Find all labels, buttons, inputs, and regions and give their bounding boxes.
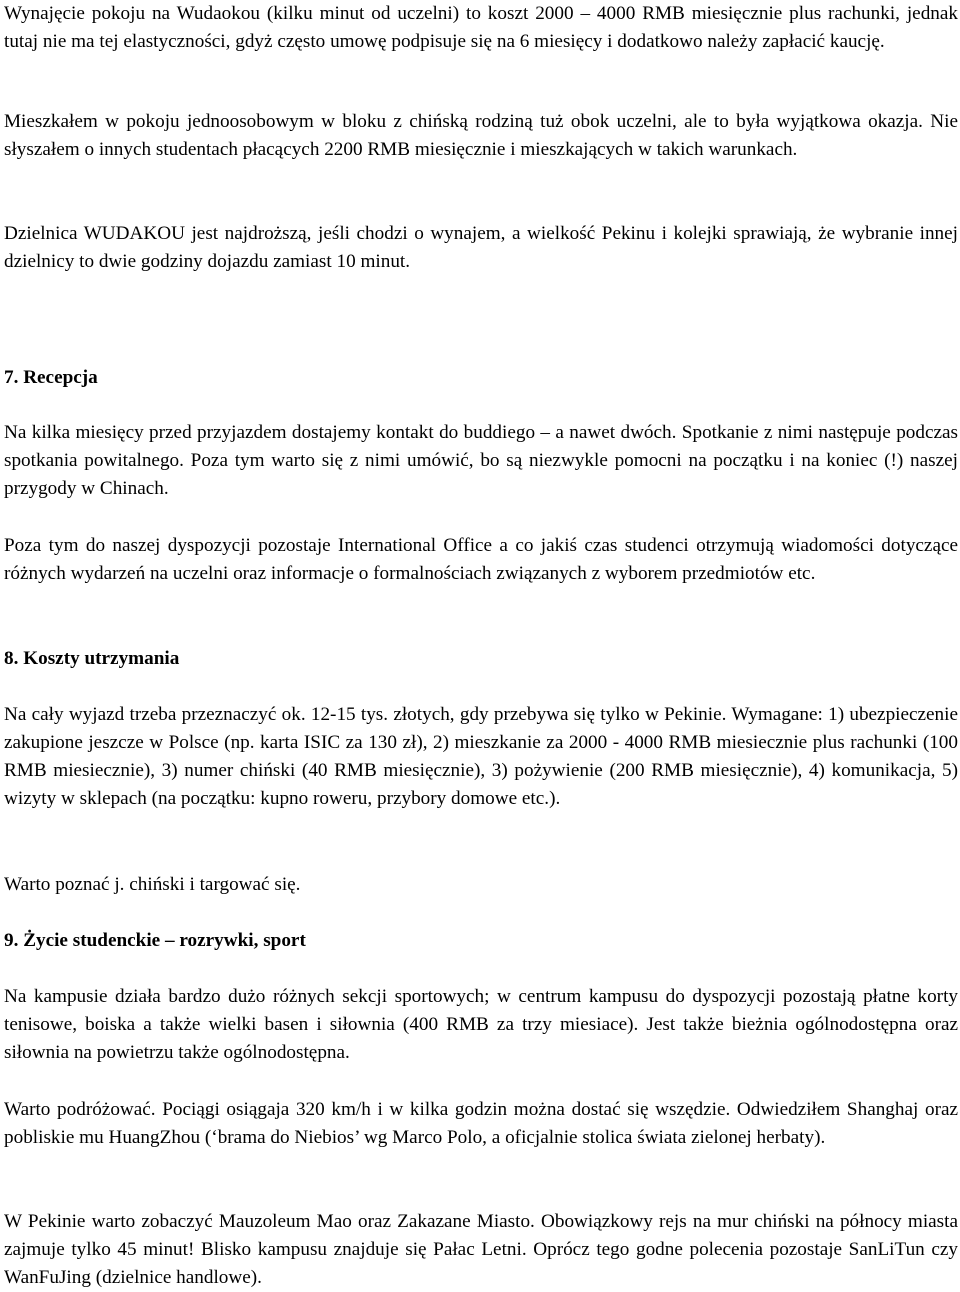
section-heading-living-costs: 8. Koszty utrzymania bbox=[4, 648, 180, 669]
paragraph-travel: Warto podróżować. Pociągi osiągaja 320 km/h i w kilka godzin można dostać się wszędzie. Odwiedziłem Shanghaj oraz pobliskie mu HuangZhou (‘brama do Niebios’ wg Marco Polo, a oficjalnie stolica świata zielonej herbaty). bbox=[4, 1099, 958, 1148]
paragraph-trip-costs: Na cały wyjazd trzeba przeznaczyć ok. 12-15 tys. złotych, gdy przebywa się tylko w Pekinie. Wymagane: 1) ubezpieczenie zakupione jeszcze w Polsce (np. karta ISIC za 130 zł), 2) mieszkanie za 2000 - 4000 RMB miesiecznie plus rachunki (100 RMB miesiecznie), 3) numer chiński (40 RMB miesięcznie), 3) pożywienie (200 RMB miesięcznie), 4) komunikacja, 5) wizyty w sklepach (na początku: kupno roweru, przybory domowe etc.). bbox=[4, 704, 958, 809]
paragraph-learn-chinese: Warto poznać j. chiński i targować się. bbox=[4, 874, 301, 895]
section-heading-student-life: 9. Życie studenckie – rozrywki, sport bbox=[4, 930, 306, 951]
paragraph-international-office: Poza tym do naszej dyspozycji pozostaje International Office a co jakiś czas studenci otrzymują wiadomości dotyczące różnych wydarzeń na uczelni oraz informacje o formalnościach związanych z wyborem przedmiotów etc. bbox=[4, 535, 958, 584]
paragraph-single-room: Mieszkałem w pokoju jednoosobowym w bloku z chińską rodziną tuż obok uczelni, ale to była wyjątkowa okazja. Nie słyszałem o innych studentach płacących 2200 RMB miesięcznie i mieszkających w takich warunkach. bbox=[4, 111, 958, 160]
paragraph-rent-wudaokou: Wynajęcie pokoju na Wudaokou (kilku minut od uczelni) to koszt 2000 – 4000 RMB miesięcznie plus rachunki, jednak tutaj nie ma tej elastyczności, gdyż często umowę podpisuje się na 6 miesięcy i dodatkowo należy zapłacić kaucję. bbox=[4, 3, 958, 52]
paragraph-beijing-sights: W Pekinie warto zobaczyć Mauzoleum Mao oraz Zakazane Miasto. Obowiązkowy rejs na mur chiński na północy miasta zajmuje tylko 45 minut! Blisko kampusu znajduje się Pałac Letni. Oprócz tego godne polecenia pozostaje SanLiTun czy WanFuJing (dzielnice handlowe). bbox=[4, 1211, 958, 1288]
paragraph-sports-sections: Na kampusie działa bardzo dużo różnych sekcji sportowych; w centrum kampusu do dyspozycji pozostają płatne korty tenisowe, boiska a także wielki basen i siłownia (400 RMB za trzy miesiace). Jest także bieżnia ogólnodostępna oraz siłownia na powietrzu także ogólnodostępna. bbox=[4, 986, 958, 1063]
paragraph-buddy-contact: Na kilka miesięcy przed przyjazdem dostajemy kontakt do buddiego – a nawet dwóch. Spotkanie z nimi następuje podczas spotkania powitalnego. Poza tym warto się z nimi umówić, bo są niezwykle pomocni na początku i na koniec (!) naszej przygody w Chinach. bbox=[4, 422, 958, 499]
section-heading-reception: 7. Recepcja bbox=[4, 367, 98, 388]
paragraph-wudakou-district: Dzielnica WUDAKOU jest najdroższą, jeśli chodzi o wynajem, a wielkość Pekinu i kolejki sprawiają, że wybranie innej dzielnicy to dwie godziny dojazdu zamiast 10 minut. bbox=[4, 223, 958, 272]
